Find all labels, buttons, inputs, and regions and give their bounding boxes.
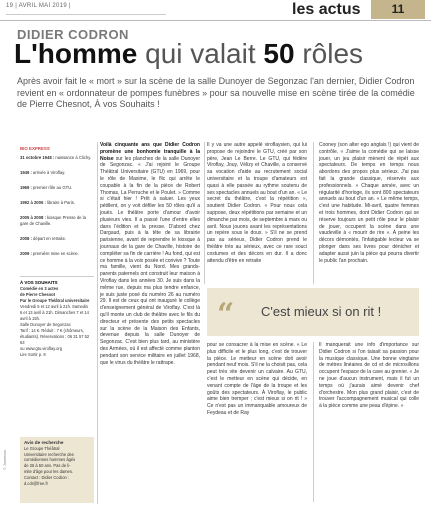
casting-call-line: de 25 à 50 ans. Pas de li- xyxy=(24,463,71,469)
casting-call-header: Avis de recherche xyxy=(24,440,64,445)
event-line: Vendredi 5 et 12 avril à 21h. Samedis xyxy=(20,304,89,309)
bio-entry-text: kiosque Presse de la gare de Chaville. xyxy=(20,215,86,226)
bio-entry-date: 2008 : xyxy=(20,236,32,241)
event-header: À VOS SOUHAITS xyxy=(20,280,58,285)
column-divider xyxy=(97,142,98,504)
issue-date: 19 | AVRIL MAI 2019 | xyxy=(6,3,71,9)
body-column-1 xyxy=(100,142,200,366)
event-info xyxy=(20,280,94,358)
body-column-3: Cooney (son alter ego anglais !) qui vient de contrôle. « J'aime la comédie qui se laisse jouer, un jeu plaisir mènent de répét aux spectateurs. De temps en temps nous abordons des propos plus sérieux. J'ai pas fait la grande classique, réservés aux professionnels. » Chaque année, avec un régularité d'horloge, ils sont 800 spectateurs annuels au bout d'un an. « Le même temps, c'est une habitude. Mi-avril, quatre femmes et trois hommes, dont Didier Codron qui se réserve toujours un petit rôle pour le plaisir de jouer, occupent la scène dans une vaudeville à « mourir de rire ». À peine les décors démontés, l'infatigable lecteur va se plonger dans ses livres pour dénicher et adapter aussi juin la pièce qui pourra divertir le public l'an prochain. xyxy=(319,142,419,264)
photo-credit: © Jonneson xyxy=(3,449,7,470)
casting-call-line: mite d'âge pour les dames. xyxy=(24,468,74,474)
event-line: Lire Sortir p. 9 xyxy=(20,352,46,357)
headline-part: 50 xyxy=(263,38,295,69)
bio-entry-text: naissance à Clichy. xyxy=(54,155,92,160)
bio-entry-text: libraire à Paris. xyxy=(45,200,75,205)
lead-text: Voilà cinquante ans que Didier Codron promène une bonhomie tranquille à la Noise xyxy=(100,142,200,162)
pull-quote-box xyxy=(207,288,419,336)
bio-express-header: BIO EXPRESS xyxy=(20,146,50,151)
bio-entry xyxy=(20,200,94,206)
bio-entry-text: premier rôle au GTU. xyxy=(31,185,73,190)
event-line: ou www.gtu.viroflay.org xyxy=(20,346,63,351)
pull-quote-text: C'est mieux si on rit ! xyxy=(261,304,382,319)
casting-call-line: comédiennes hommes âgés xyxy=(24,457,76,463)
bio-entry xyxy=(20,251,94,257)
event-line: de Pierre Chesnot xyxy=(20,292,56,297)
event-line: Tarif : 14 €. Réduit : 7 € (chômeurs, xyxy=(20,328,84,333)
headline-part: qui valait xyxy=(137,38,264,69)
casting-call-line: Le Groupe Théâtral xyxy=(24,445,60,451)
body-column-3-continued: Il manquerait une info d'importance sur Didier Codron si l'on taisait sa passion pour la musique classique. Une bonne vingtaine de mètres linéaires de cd et de microsillons occupent l'espace de la cave au grenier. « Je ne joue d'aucun instrument, mais il fut un temps où j'aurais aimé devenir chef d'orchestre. Mon plus grand plaisir, c'est de trouver l'accompagnement musical qui colle à la pièce comme une peau d'épine. » xyxy=(319,342,419,410)
bio-express-box xyxy=(20,146,94,266)
bio-entry xyxy=(20,215,94,227)
bio-entry xyxy=(20,185,94,191)
event-line: avril à 15h. xyxy=(20,316,41,321)
bio-entry-text: départ en retraite. xyxy=(31,236,67,241)
column-divider xyxy=(313,342,314,502)
bio-entry-date: 1992 à 2005 : xyxy=(20,200,46,205)
bio-entry xyxy=(20,155,94,161)
body-column-2: Il y va une autre appelé viroflaysien, qui lui propose de rejoindre le GTU, créé par son père, Jean Le Berre. Le GTU, qui fédère Viroflay, Jouy, Vélizy et Chaville, a conservé sa vocation d'aide au recrutement social universitaire et la troupe d'amateurs est quasi à elle passée au rythme soutenu de ses spectacles annuels au bout d'un an. « Le secret du théâtre, c'est la répétition », soutient Didier Codron. « Pour nous cela suppose, deux répétitions par semaine et un dimanche par mois, de septembre à mars ou avril. Nous jouons avant les représentations un repère sous le doux. » S'il ne se prend pas au sérieux, Didier Codron prend le théâtre très au sérieux, avec ce rare souci costumes et des décors en dur. Il a donc attendu d'être en retraite xyxy=(207,142,307,264)
article-author: DIDIER CODRON xyxy=(17,27,129,42)
casting-call-line: d.cdr@free.fr xyxy=(24,480,48,486)
quote-mark-icon: “ xyxy=(217,297,235,332)
headline-part: rôles xyxy=(294,38,364,69)
bio-entry-date: 1949 : xyxy=(20,170,32,175)
body-column-2-continued: pour se consacrer à la mise en scène. « Le plus difficile et le plus long, c'est de trouver la pièce. Le metteur en scène doit avoir pendant neuf mois. S'il ne la choisit pas, cela peut très vite devenir un calvaire. Au GTU, c'est le metteur en scène qui décide, en venant compte de l'âge de la troupe et les goûts des spectateurs. À Viroflay, le public aime bien tremper ; c'est mieux si on rit ! » Ce n'est pas un immanquable amoureux de Feydeau et de Ray xyxy=(207,342,307,416)
column-divider xyxy=(204,142,205,284)
bio-entry-date: 31 octobre 1948 : xyxy=(20,155,55,160)
bio-entry-date: 1969 : xyxy=(20,185,32,190)
event-line: étudiants). Réservations : 06 31 57 52 63 xyxy=(20,334,90,345)
casting-call-line: Universitaire recherche des xyxy=(24,451,74,457)
casting-call-line: Contact : Didier Codron : xyxy=(24,474,70,480)
sidebar-divider xyxy=(20,276,94,277)
casting-call-lines xyxy=(24,446,90,487)
casting-call-box xyxy=(20,437,94,503)
article-standfirst: Après avoir fait le « mort » sur la scène de la salle Dunoyer de Segonzac l'an dernier, Didier Codron revient en « ordonnateur de pompes funèbres » pour sa nouvelle mise en scène tirée de la comédie de Pierre Chesnot, À vos Souhaits ! xyxy=(17,76,415,109)
section-title: les actus xyxy=(292,1,361,18)
bio-entry-date: 2005 à 2008 : xyxy=(20,215,46,220)
event-line: Par le Groupe Théâtral universitaire xyxy=(20,298,90,303)
event-line: Salle Dunoyer de Segonzac xyxy=(20,322,71,327)
body-text: sur les planches de la salle Dunoyer de Segonzac. « J'ai rejoint le Groupe Théâtral Universitaire (GTU) en 1969, pour le rôle de Maxime, le flic qui arrête le coupable à la fin de la pièce de Robert Thomas, La Perruche et le Poulet. » Comme si c'était hier ! Prêt à saluer. Les yeux pétillent, on y voit défiler les 50 rôles qu'il a joués. Le théâtre porte d'amour d'avoir plusieurs vies. Il a passé l'une d'entre elles dans l'édition et la presse. D'abord chez Dargaud, puis à la tête de sa librairie parisienne, avant de reprendre le kiosque à journaux de la gare de Chaville, histoire de compléter sa fin de carrière ! Au fond, qui est ce homme à la voix posée et convive ? Toute ma famille, vient du Nord. Mes grands-parents paternels ont construit leur maison à Viroflay dans les années 30. Je suis dans la même rue, depuis ma plus tendre enfance, je suis juste posé du numéro 26 au numéro 29. Il est de ceux qui ont inauguré le collège d'enseignement général de Viroflay. C'est là qu'il monte un club de théâtre avec le fils du directeur et présente des petits spectacles sur la scène de la Maison des Enfants, devenue depuis la salle Dunoyer de Segonzac. C'est bien plus tard, au ministère des Armées, où il est affecté comme planton pendant son service militaire en juillet 1968, que le virus du théâtre le rattrape. xyxy=(100,155,201,366)
bio-entry-text: arrivée à Viroflay. xyxy=(31,170,66,175)
page-header xyxy=(0,0,431,21)
bio-entry-text: première mise en scène. xyxy=(31,251,79,256)
article-headline xyxy=(14,38,424,70)
column-divider xyxy=(313,142,314,284)
event-line: 6 et 13 avril à 21h. Dimanches 7 et 14 xyxy=(20,310,89,315)
page-number: 11 xyxy=(371,0,425,19)
event-line: Comédie en 3 actes xyxy=(20,286,59,291)
event-lines xyxy=(20,286,94,358)
bio-entry xyxy=(20,236,94,242)
bio-entry xyxy=(20,170,94,176)
headline-part: L'homme xyxy=(14,38,138,69)
bio-entries xyxy=(20,155,94,257)
bio-entry-date: 2009 : xyxy=(20,251,32,256)
